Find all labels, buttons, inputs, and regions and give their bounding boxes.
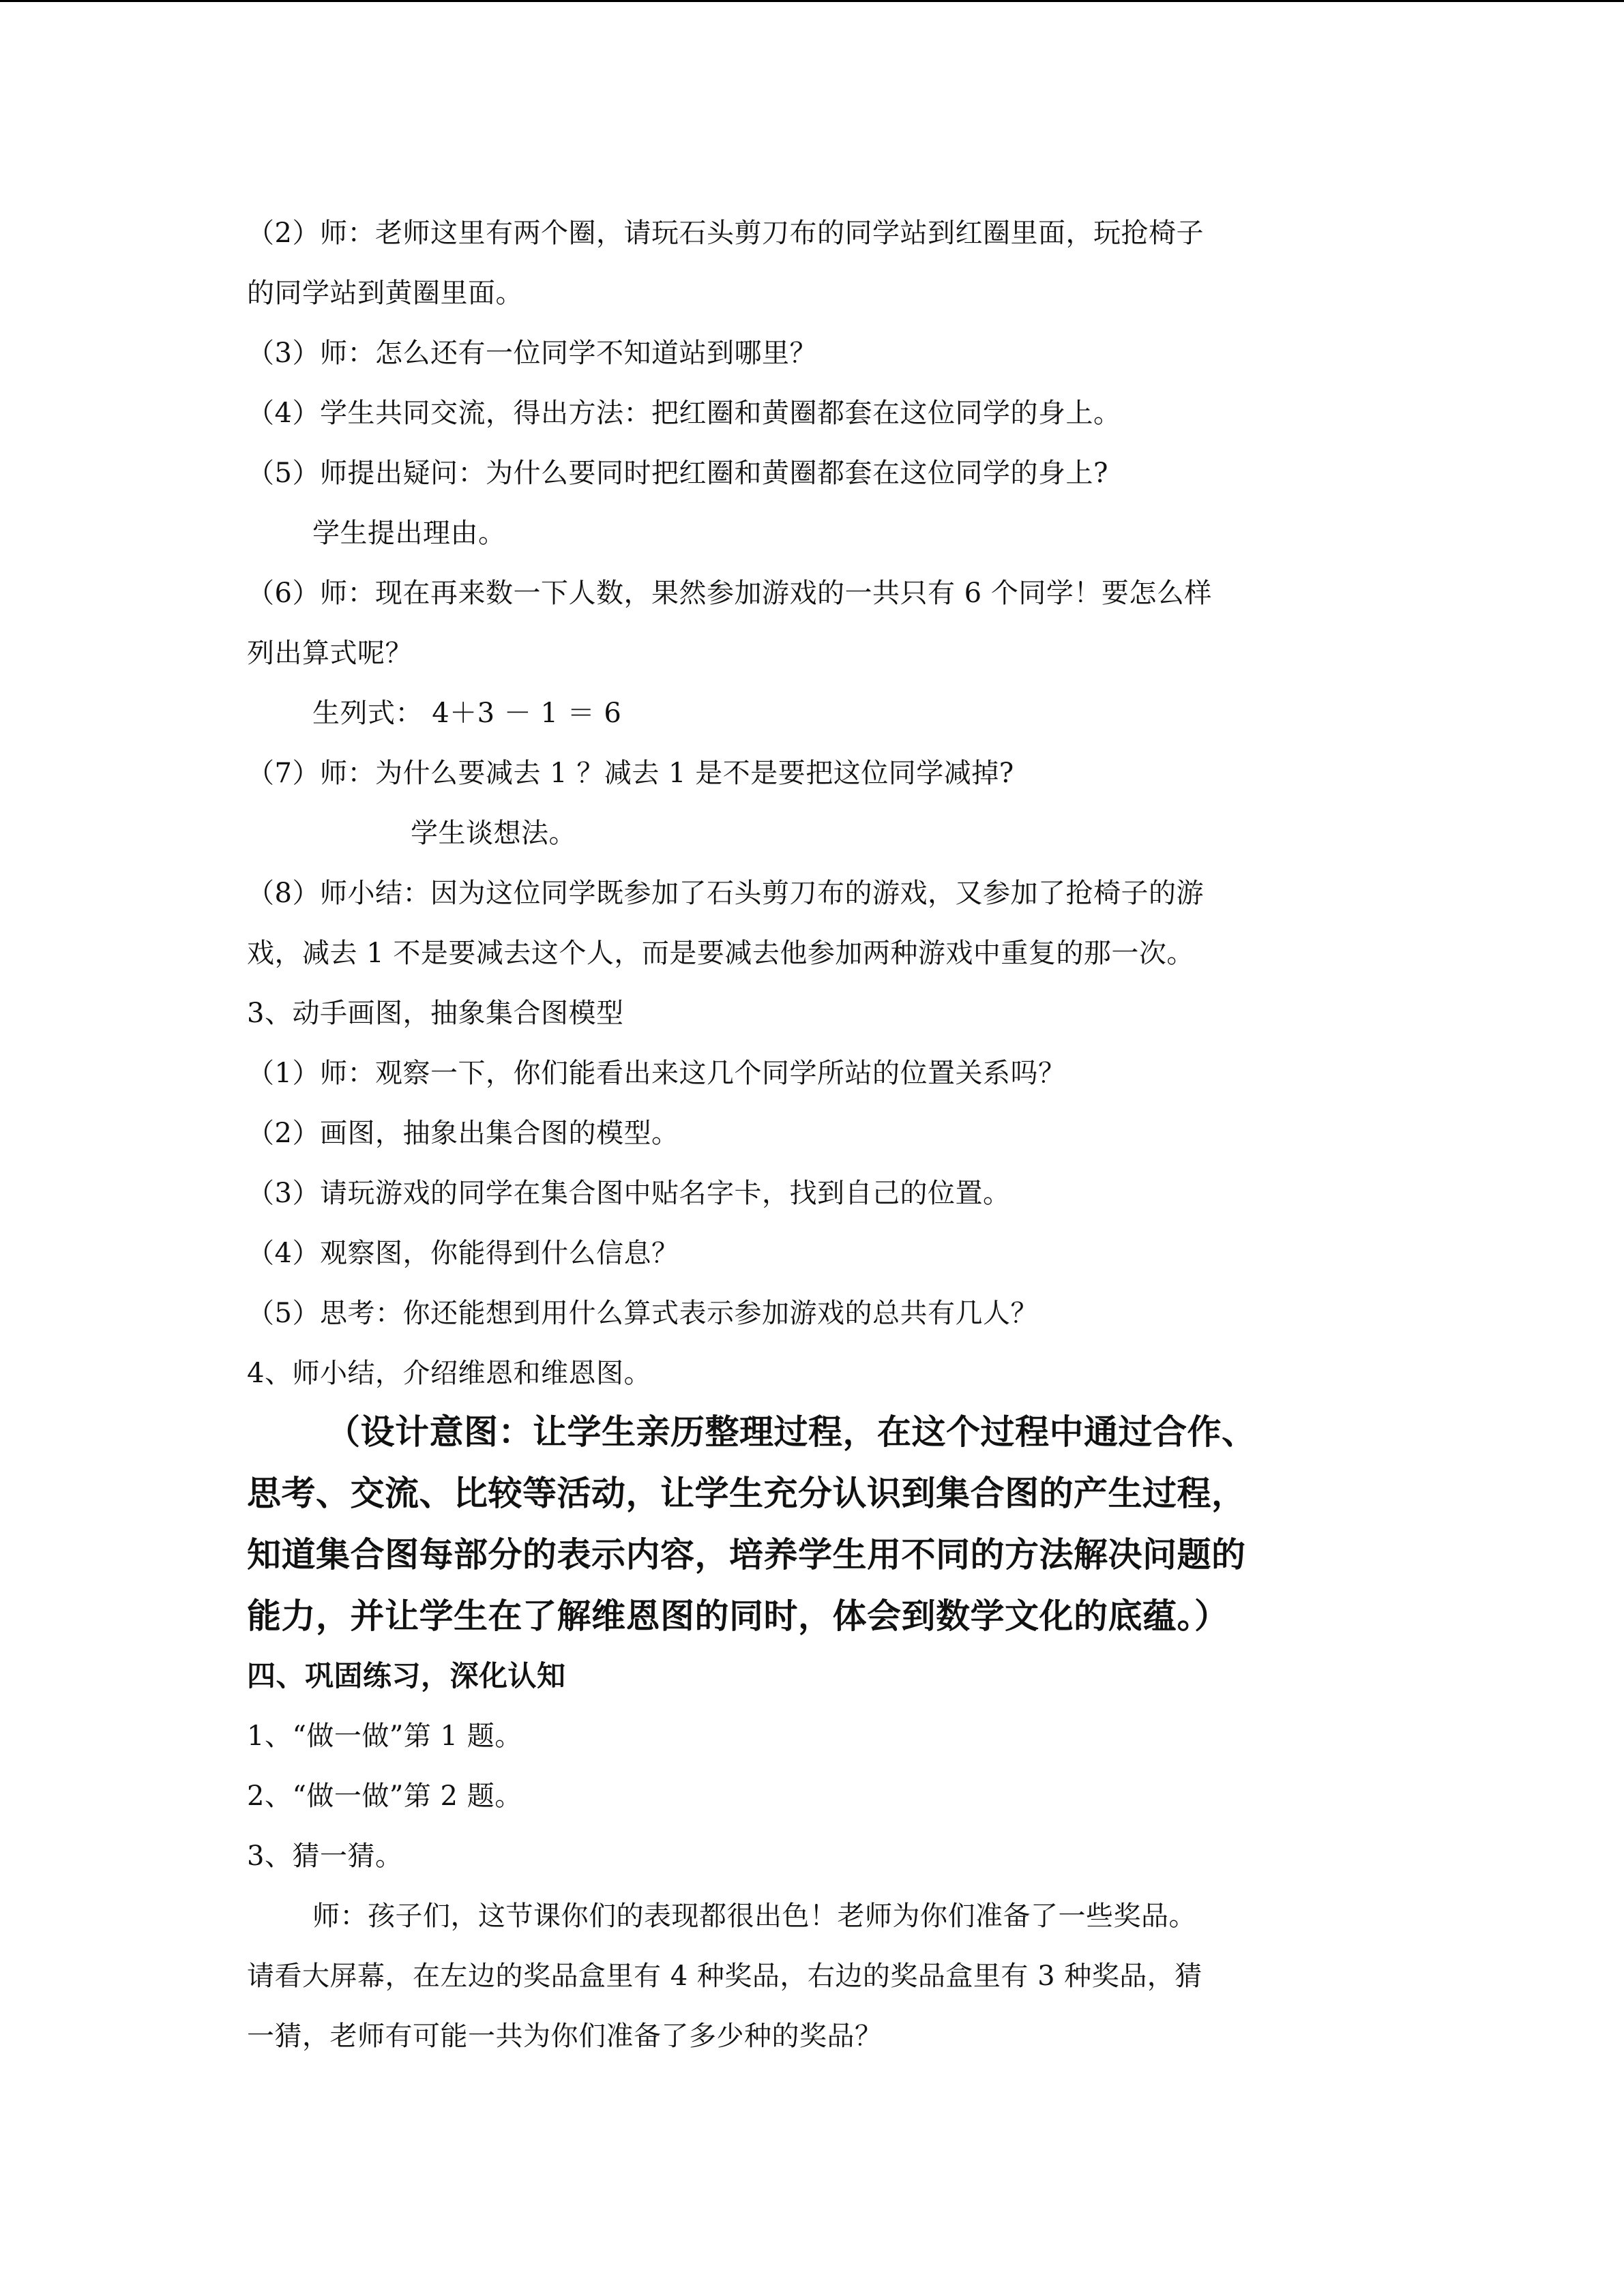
paragraph-line: （3）请玩游戏的同学在集合图中贴名字卡，找到自己的位置。	[247, 1178, 1011, 1209]
paragraph-line: （2）师：老师这里有两个圈，请玩石头剪刀布的同学站到红圈里面，玩抢椅子	[247, 218, 1204, 249]
closing-line: 一猜，老师有可能一共为你们准备了多少种的奖品？	[247, 2021, 883, 2052]
design-intent-line: 思考、交流、比较等活动，让学生充分认识到集合图的产生过程，	[247, 1474, 1246, 1513]
exercise-item: 1、“做一做”第 1 题。	[247, 1720, 522, 1752]
paragraph-line: 学生谈想法。	[411, 818, 576, 849]
paragraph-line: （6）师：现在再来数一下人数，果然参加游戏的一共只有 6 个同学！要怎么样	[247, 578, 1212, 609]
exercise-item: 3、猜一猜。	[247, 1840, 403, 1872]
paragraph-line: 的同学站到黄圈里面。	[247, 278, 523, 309]
paragraph-line: 戏，减去 1 不是要减去这个人，而是要减去他参加两种游戏中重复的那一次。	[247, 938, 1194, 969]
paragraph-line: 列出算式呢？	[247, 638, 413, 669]
paragraph-line: （4）学生共同交流，得出方法：把红圈和黄圈都套在这位同学的身上。	[247, 398, 1121, 429]
paragraph-line: （4）观察图，你能得到什么信息？	[247, 1238, 679, 1269]
design-intent-line: 能力，并让学生在了解维恩图的同时，体会到数学文化的底蕴。）	[247, 1596, 1229, 1636]
equation-line: 生列式： 4＋3 － 1 ＝ 6	[312, 698, 622, 729]
paragraph-line: （1）师：观察一下，你们能看出来这几个同学所站的位置关系吗？	[247, 1058, 1066, 1089]
paragraph-line: （5）思考：你还能想到用什么算式表示参加游戏的总共有几人？	[247, 1298, 1038, 1329]
closing-line: 请看大屏幕，在左边的奖品盒里有 4 种奖品，右边的奖品盒里有 3 种奖品，猜	[247, 1960, 1202, 1992]
paragraph-line: 学生提出理由。	[312, 518, 506, 549]
paragraph-line: （7）师：为什么要减去 1 ？减去 1 是不是要把这位同学减掉?	[247, 758, 1014, 789]
exercise-item: 2、“做一做”第 2 题。	[247, 1780, 522, 1812]
paragraph-line: （2）画图，抽象出集合图的模型。	[247, 1118, 679, 1149]
paragraph-line: （3）师：怎么还有一位同学不知道站到哪里？	[247, 338, 817, 369]
closing-line: 师：孩子们，这节课你们的表现都很出色！老师为你们准备了一些奖品。	[312, 1900, 1196, 1932]
design-intent-line: 知道集合图每部分的表示内容，培养学生用不同的方法解决问题的	[247, 1535, 1246, 1575]
design-intent-line: （设计意图：让学生亲历整理过程，在这个过程中通过合作、	[326, 1412, 1256, 1452]
section-heading: 3、动手画图，抽象集合图模型	[247, 998, 624, 1029]
section-heading: 4、师小结，介绍维恩和维恩图。	[247, 1358, 651, 1389]
paragraph-line: （8）师小结：因为这位同学既参加了石头剪刀布的游戏，又参加了抢椅子的游	[247, 878, 1204, 909]
paragraph-line: （5）师提出疑问：为什么要同时把红圈和黄圈都套在这位同学的身上?	[247, 458, 1108, 489]
section-four-heading: 四、巩固练习，深化认知	[247, 1659, 566, 1693]
